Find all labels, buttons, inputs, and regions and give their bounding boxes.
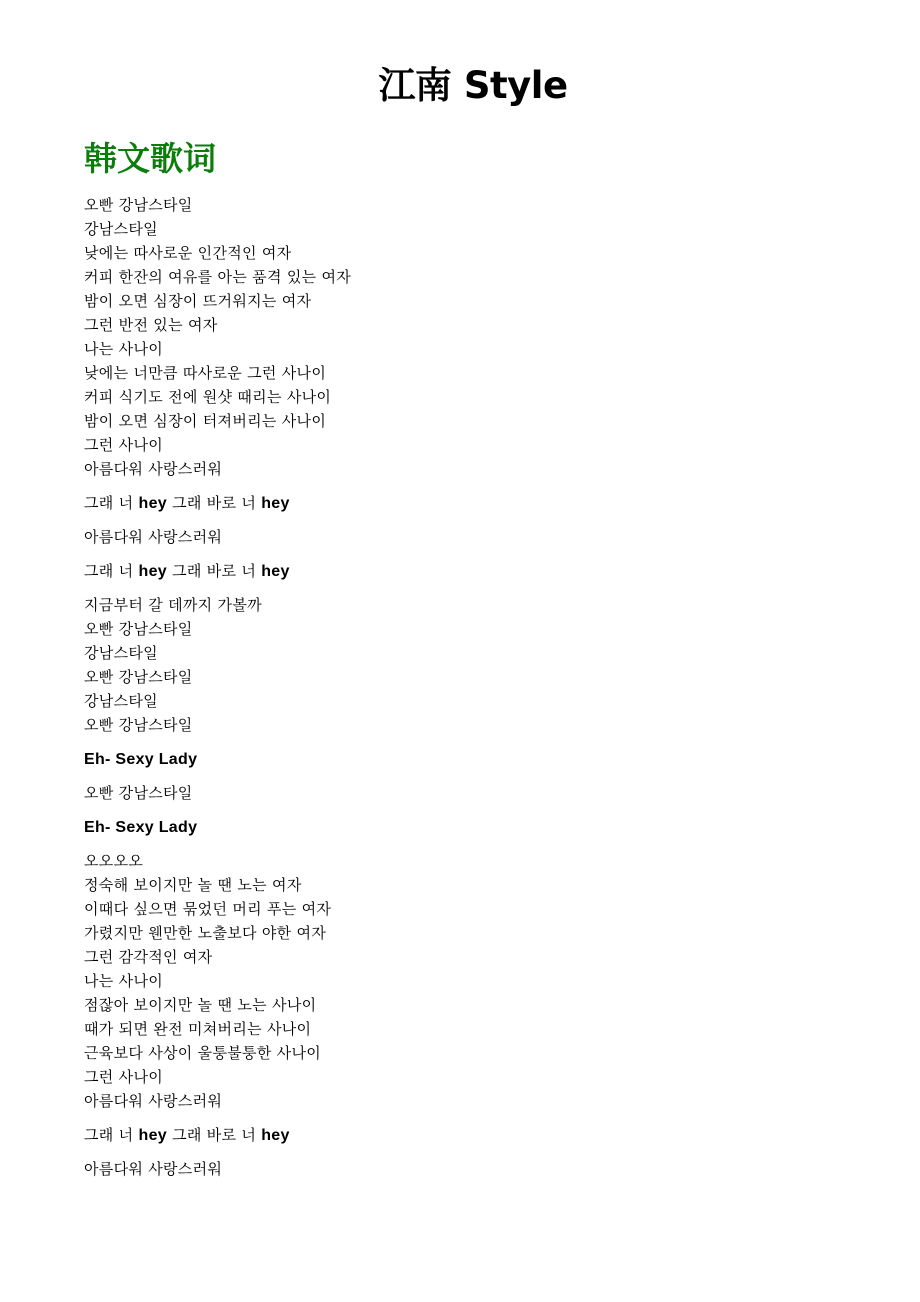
lyric-line xyxy=(84,361,844,385)
lyric-text: 그런 사나이 xyxy=(84,436,164,454)
lyric-line xyxy=(84,433,844,457)
lyrics-stanza xyxy=(84,593,844,737)
lyrics-stanza xyxy=(84,781,844,805)
lyrics-stanza xyxy=(84,193,844,481)
lyric-line xyxy=(84,1017,844,1041)
lyric-bold-text: hey xyxy=(138,1127,167,1144)
lyric-line xyxy=(84,1123,844,1147)
lyric-text: 오빤 강남스타일 xyxy=(84,784,193,802)
lyric-line xyxy=(84,265,844,289)
lyric-text: 그런 감각적인 여자 xyxy=(84,948,213,966)
lyric-line xyxy=(84,313,844,337)
lyric-line xyxy=(84,713,844,737)
lyric-bold-text: hey xyxy=(261,563,290,580)
lyric-text: 아름다워 사랑스러워 xyxy=(84,528,223,546)
lyrics-stanza xyxy=(84,815,844,839)
lyric-text: 아름다워 사랑스러워 xyxy=(84,1092,223,1110)
lyric-text: 강남스타일 xyxy=(84,644,158,662)
lyric-text: 나는 사나이 xyxy=(84,972,164,990)
lyrics-body xyxy=(84,193,844,1181)
lyric-line xyxy=(84,849,844,873)
lyric-text: 아름다워 사랑스러워 xyxy=(84,1160,223,1178)
lyric-text: 이때다 싶으면 묶었던 머리 푸는 여자 xyxy=(84,900,332,918)
lyric-bold-text: hey xyxy=(261,495,290,512)
lyric-line xyxy=(84,1065,844,1089)
lyrics-stanza xyxy=(84,1157,844,1181)
lyric-text: 그래 너 xyxy=(84,494,139,512)
lyric-line xyxy=(84,641,844,665)
lyric-line xyxy=(84,969,844,993)
lyric-line xyxy=(84,1089,844,1113)
lyric-text: 그래 너 xyxy=(84,562,139,580)
lyric-line xyxy=(84,665,844,689)
lyric-line xyxy=(84,457,844,481)
lyric-bold-text: hey xyxy=(261,1127,290,1144)
lyric-line xyxy=(84,241,844,265)
lyric-text: 근육보다 사상이 울퉁불퉁한 사나이 xyxy=(84,1044,322,1062)
lyric-text: 오빤 강남스타일 xyxy=(84,620,193,638)
lyric-bold-text: Eh- Sexy Lady xyxy=(84,819,198,836)
lyric-line xyxy=(84,559,844,583)
lyric-text: 그래 너 xyxy=(84,1126,139,1144)
lyric-text: 나는 사나이 xyxy=(84,340,164,358)
lyric-text: 강남스타일 xyxy=(84,220,158,238)
lyric-text: 밤이 오면 심장이 뜨거워지는 여자 xyxy=(84,292,312,310)
lyric-line xyxy=(84,491,844,515)
lyric-line xyxy=(84,409,844,433)
lyric-line xyxy=(84,1041,844,1065)
lyric-text: 그런 반전 있는 여자 xyxy=(84,316,218,334)
lyric-text: 점잖아 보이지만 놀 땐 노는 사나이 xyxy=(84,996,317,1014)
lyric-text: 그래 바로 너 xyxy=(167,1126,262,1144)
lyric-text: 때가 되면 완전 미쳐버리는 사나이 xyxy=(84,1020,312,1038)
lyrics-stanza xyxy=(84,747,844,771)
lyrics-stanza xyxy=(84,849,844,1113)
lyric-line xyxy=(84,593,844,617)
lyric-line xyxy=(84,945,844,969)
lyric-line xyxy=(84,781,844,805)
lyric-text: 밤이 오면 심장이 터져버리는 사나이 xyxy=(84,412,327,430)
lyric-text: 그래 바로 너 xyxy=(167,494,262,512)
lyric-text: 그런 사나이 xyxy=(84,1068,164,1086)
lyric-line xyxy=(84,747,844,771)
lyric-text: 오오오오 xyxy=(84,852,144,870)
lyric-line xyxy=(84,689,844,713)
lyric-line xyxy=(84,815,844,839)
lyric-text: 낮에는 따사로운 인간적인 여자 xyxy=(84,244,292,262)
lyric-line xyxy=(84,525,844,549)
lyric-text: 커피 식기도 전에 원샷 때리는 사나이 xyxy=(84,388,332,406)
lyric-text: 그래 바로 너 xyxy=(167,562,262,580)
lyric-bold-text: hey xyxy=(138,563,167,580)
lyric-text: 아름다워 사랑스러워 xyxy=(84,460,223,478)
lyric-text: 가렸지만 웬만한 노출보다 야한 여자 xyxy=(84,924,327,942)
lyric-text: 오빤 강남스타일 xyxy=(84,196,193,214)
lyrics-stanza xyxy=(84,559,844,583)
lyrics-stanza xyxy=(84,525,844,549)
lyric-text: 오빤 강남스타일 xyxy=(84,716,193,734)
lyric-text: 지금부터 갈 데까지 가볼까 xyxy=(84,596,262,614)
lyric-line xyxy=(84,617,844,641)
lyric-line xyxy=(84,337,844,361)
lyric-text: 커피 한잔의 여유를 아는 품격 있는 여자 xyxy=(84,268,352,286)
lyric-line xyxy=(84,873,844,897)
lyric-line xyxy=(84,1157,844,1181)
lyric-line xyxy=(84,897,844,921)
lyric-line xyxy=(84,289,844,313)
lyrics-stanza xyxy=(84,491,844,515)
lyric-text: 정숙해 보이지만 놀 땐 노는 여자 xyxy=(84,876,302,894)
lyric-line xyxy=(84,217,844,241)
lyric-text: 강남스타일 xyxy=(84,692,158,710)
lyric-line xyxy=(84,993,844,1017)
lyric-line xyxy=(84,193,844,217)
lyrics-stanza xyxy=(84,1123,844,1147)
lyric-bold-text: Eh- Sexy Lady xyxy=(84,751,198,768)
section-heading: 韩文歌词 xyxy=(84,139,216,178)
lyric-text: 낮에는 너만큼 따사로운 그런 사나이 xyxy=(84,364,327,382)
document-title: 江南 Style xyxy=(378,64,568,107)
lyric-text: 오빤 강남스타일 xyxy=(84,668,193,686)
lyric-line xyxy=(84,385,844,409)
lyric-line xyxy=(84,921,844,945)
lyric-bold-text: hey xyxy=(138,495,167,512)
